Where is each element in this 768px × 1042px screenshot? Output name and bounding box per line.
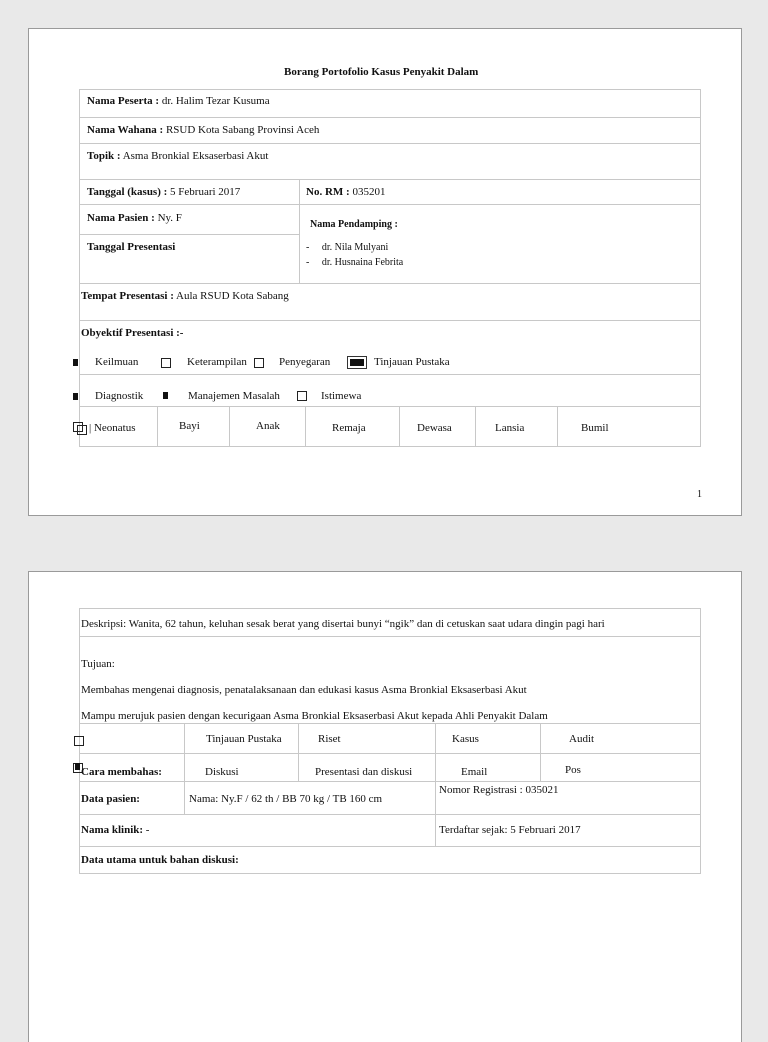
checkbox-bahan[interactable] bbox=[74, 736, 84, 746]
checkbox-penyegaran[interactable] bbox=[254, 358, 264, 368]
form-title: Borang Portofolio Kasus Penyakit Dalam bbox=[284, 66, 479, 78]
age-anak: Anak bbox=[256, 420, 280, 432]
data-pasien-value: Nama: Ny.F / 62 th / BB 70 kg / TB 160 cm bbox=[189, 793, 383, 805]
checkbox-neonatus-shadow bbox=[77, 425, 87, 435]
checkbox-keterampilan[interactable] bbox=[161, 358, 171, 368]
age-bayi: Bayi bbox=[179, 420, 200, 432]
tujuan-item: Mampu merujuk pasien dengan kecurigaan Asma Bronkial Eksaserbasi Akut kepada Ahli Penyakit Dalam bbox=[81, 710, 548, 722]
nama-peserta: Nama Peserta : dr. Halim Tezar Kusuma bbox=[87, 95, 270, 107]
bahan-riset: Riset bbox=[318, 733, 341, 745]
pendamping-item: - dr. Husnaina Febrita bbox=[306, 257, 404, 268]
document-page-2 bbox=[28, 571, 742, 1042]
deskripsi: Deskripsi: Wanita, 62 tahun, keluhan sesak berat yang disertai bunyi “ngik” dan di cetuskan saat udara dingin pagi hari bbox=[81, 618, 605, 630]
data-pasien-label: Data pasien: bbox=[81, 793, 140, 805]
age-remaja: Remaja bbox=[332, 422, 366, 434]
nama-klinik: Nama klinik: - bbox=[81, 824, 150, 836]
bahan-tinjauan-pustaka: Tinjauan Pustaka bbox=[206, 733, 282, 745]
pendamping-item: - dr. Nila Mulyani bbox=[306, 242, 389, 253]
page-number: 1 bbox=[697, 489, 702, 500]
nama-pasien: Nama Pasien : Ny. F bbox=[87, 212, 182, 224]
bahan-kasus: Kasus bbox=[452, 733, 479, 745]
option-manajemen-masalah: Manajemen Masalah bbox=[188, 390, 280, 402]
cara-presentasi-diskusi: Presentasi dan diskusi bbox=[315, 766, 413, 778]
checkbox-diagnostik[interactable] bbox=[73, 393, 78, 400]
obyektif-presentasi-label: Obyektif Presentasi :- bbox=[81, 327, 184, 339]
checkbox-cara-membahas-fill bbox=[75, 763, 80, 770]
age-neonatus: | Neonatus bbox=[89, 422, 136, 434]
nama-wahana: Nama Wahana : RSUD Kota Sabang Provinsi Aceh bbox=[87, 124, 320, 136]
option-diagnostik: Diagnostik bbox=[95, 390, 144, 402]
cara-pos: Pos bbox=[565, 764, 581, 776]
checkbox-tinjauan-pustaka[interactable] bbox=[347, 356, 367, 369]
cara-email: Email bbox=[461, 766, 488, 778]
tujuan-item: Membahas mengenai diagnosis, penatalaksanaan dan edukasi kasus Asma Bronkial Eksaserbasi Akut bbox=[81, 684, 527, 696]
topik: Topik : Asma Bronkial Eksaserbasi Akut bbox=[87, 150, 269, 162]
tanggal-presentasi-label: Tanggal Presentasi bbox=[87, 241, 176, 253]
document-page-1 bbox=[28, 28, 742, 516]
age-dewasa: Dewasa bbox=[417, 422, 452, 434]
cara-membahas-label: Cara membahas: bbox=[81, 766, 162, 778]
age-lansia: Lansia bbox=[495, 422, 525, 434]
checkbox-keilmuan[interactable] bbox=[73, 359, 78, 366]
option-penyegaran: Penyegaran bbox=[279, 356, 331, 368]
age-bumil: Bumil bbox=[581, 422, 609, 434]
option-istimewa: Istimewa bbox=[321, 390, 362, 402]
tujuan-label: Tujuan: bbox=[81, 658, 115, 670]
option-tinjauan-pustaka: Tinjauan Pustaka bbox=[374, 356, 450, 368]
option-keilmuan: Keilmuan bbox=[95, 356, 139, 368]
cara-diskusi: Diskusi bbox=[205, 766, 239, 778]
tempat-presentasi: Tempat Presentasi : Aula RSUD Kota Sabang bbox=[81, 290, 289, 302]
nama-pendamping-label: Nama Pendamping : bbox=[310, 219, 398, 230]
checkbox-istimewa[interactable] bbox=[297, 391, 307, 401]
option-keterampilan: Keterampilan bbox=[187, 356, 247, 368]
no-rm: No. RM : 035201 bbox=[306, 186, 386, 198]
data-utama-label: Data utama untuk bahan diskusi: bbox=[81, 854, 239, 866]
tanggal-kasus: Tanggal (kasus) : 5 Februari 2017 bbox=[87, 186, 241, 198]
checkbox-manajemen-masalah[interactable] bbox=[163, 392, 168, 399]
terdaftar-sejak: Terdaftar sejak: 5 Februari 2017 bbox=[439, 824, 581, 836]
bahan-audit: Audit bbox=[569, 733, 595, 745]
nomor-registrasi: Nomor Registrasi : 035021 bbox=[439, 784, 559, 796]
